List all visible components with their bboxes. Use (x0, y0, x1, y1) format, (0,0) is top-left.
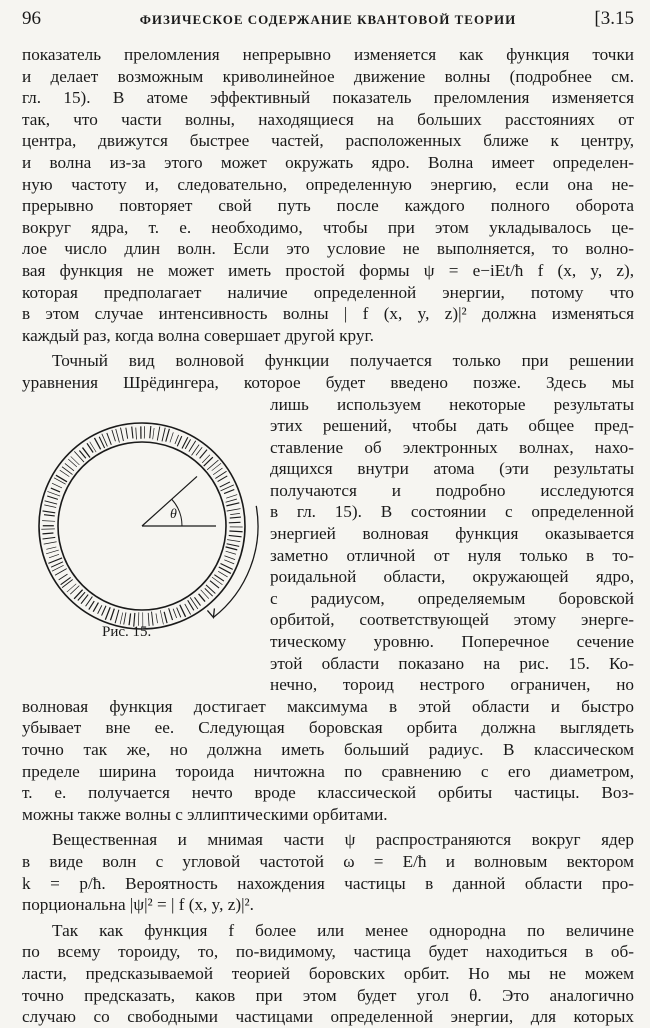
torus-hatch-line (42, 521, 55, 522)
torus-hatch-line (218, 571, 227, 577)
text-line: с радиусом, определяемым боровской (270, 588, 634, 610)
torus-hatch-line (220, 482, 230, 487)
torus-hatch-line (136, 428, 137, 440)
text-line: точно предсказать, каков при этом будет угол θ. Это аналогично (22, 985, 634, 1007)
text-line: Точный вид волновой функции получается только при решении (22, 350, 634, 372)
motion-arrow-head (207, 608, 214, 617)
torus-hatch-line (166, 429, 170, 442)
torus-hatch-line (132, 427, 133, 439)
torus-hatch-line (224, 556, 235, 560)
text-line: так, что части волны, находящиеся на больших расстояниях от (22, 109, 634, 131)
torus-hatch-line (55, 569, 67, 576)
text-line: и волна из-за этого может окружать ядро. Волна имеет определен- (22, 152, 634, 174)
section-number: [3.15 (594, 8, 634, 30)
text-line: случаю со свободными частицами определенной энергии, для которых (22, 1006, 634, 1028)
torus-hatch-line (156, 613, 158, 623)
torus-hatch-line (180, 605, 186, 617)
torus-hatch-line (46, 547, 56, 549)
text-line: точно так же, но должна иметь больший радиус. В классическом (22, 739, 634, 761)
torus-hatch-line (90, 442, 96, 452)
text-line: уравнения Шрёдингера, которое будет введено позже. Здесь мы (22, 372, 634, 394)
text-line: этой области показано на рис. 15. Ко- (270, 653, 634, 675)
torus-hatch-line (177, 608, 181, 618)
torus-hatch-line (190, 597, 198, 609)
torus-hatch-line (194, 597, 200, 605)
torus-hatch-line (164, 612, 167, 623)
torus-hatch-line (170, 432, 173, 442)
torus-hatch-line (177, 436, 182, 446)
torus-hatch-line (226, 495, 237, 499)
torus-hatch-line (204, 457, 213, 466)
torus-hatch-line (124, 612, 126, 624)
torus-hatch-line (126, 428, 128, 439)
torus-hatch-line (227, 540, 240, 542)
text-line: в этом случае интенсивность волны | f (x, y, z)|² должна изменяться (22, 303, 634, 325)
text-line: этих решений, чтобы дать общее пред- (270, 415, 634, 437)
torus-hatch-line (227, 509, 241, 511)
angle-theta-label: θ (170, 507, 177, 522)
torus-hatch-line (110, 609, 114, 621)
torus-hatch-line (173, 609, 176, 618)
book-page (22, 0, 634, 992)
text-line: убывает вне ее. Следующая боровская орбита должна выглядеть (22, 717, 634, 739)
torus-hatch-line (56, 475, 67, 482)
torus-hatch-line (74, 590, 83, 599)
text-line: Вещественная и мнимая части ψ распространяются вокруг ядер (22, 829, 634, 851)
torus-hatch-line (71, 456, 80, 464)
torus-hatch-line (169, 608, 173, 620)
text-line: получаются и подробно исследуются (270, 480, 634, 502)
torus-hatch-line (116, 429, 120, 443)
torus-hatch-line (54, 478, 66, 484)
torus-hatch-line (61, 577, 71, 584)
text-line: ставление об электронных волнах, нахо- (270, 437, 634, 459)
torus-hatch-line (112, 430, 116, 441)
torus-hatch-line (115, 610, 119, 623)
torus-hatch-line (42, 533, 53, 534)
figure-15 (24, 408, 262, 648)
text-line: Так как функция f более или менее однородна по величине (22, 920, 634, 942)
text-line: в гл. 15). В состоянии с определенной (270, 501, 634, 523)
torus-hatch-line (150, 426, 151, 438)
text-line: орбитой, соответствующей этому энерге- (270, 609, 634, 631)
figure-caption: Рис. 15. (102, 624, 151, 641)
text-line: дящихся внутри атома (эти результаты (270, 458, 634, 480)
text-line: энергией волновая функция оказывается (270, 523, 634, 545)
text-line: лое число длин волн. Если это условие не выполняется, то волно- (22, 238, 634, 260)
torus-hatch-line (68, 459, 77, 467)
paragraph-1 (22, 44, 634, 346)
torus-hatch-line (47, 491, 60, 496)
torus-hatch-line (160, 610, 163, 624)
text-line: заметно отличной от нуля только в то- (270, 545, 634, 567)
torus-hatch-line (226, 499, 237, 502)
text-line: т. е. получается нечто вроде классической орбиты частицы. Воз- (22, 782, 634, 804)
torus-hatch-line (213, 468, 222, 475)
torus-hatch-line (224, 560, 234, 564)
text-line: роидальной области, окружающей ядро, (270, 566, 634, 588)
torus-hatch-line (199, 594, 205, 602)
text-line: порциональна |ψ|² = | f (x, y, z)|². (22, 894, 634, 916)
text-line: вая функция не может иметь простой формы ψ = e−iEt/ħ f (x, y, z), (22, 260, 634, 282)
text-line: в виде волн с угловой частотой ω = E/ħ и волновым вектором (22, 851, 634, 873)
torus-hatch-line (87, 443, 93, 452)
torus-hatch-line (89, 601, 94, 610)
torus-hatch-line (105, 607, 110, 619)
torus-hatch-line (226, 551, 236, 554)
text-line: волновая функция достигает максимума в этой области и быстро (22, 696, 634, 718)
torus-hatch-line (94, 438, 100, 449)
torus-hatch-line (196, 447, 202, 455)
text-line: которая предполагает наличие определенной энергии, потому что (22, 282, 634, 304)
torus-hatch-line (102, 606, 106, 616)
torus-hatch-line (153, 428, 154, 439)
torus-hatch-line (185, 604, 191, 615)
torus-hatch-line (46, 550, 59, 554)
torus-hatch-line (175, 435, 179, 444)
running-title: ФИЗИЧЕСКОЕ СОДЕРЖАНИЕ КВАНТОВОЙ ТЕОРИИ (22, 12, 634, 28)
paragraph-3 (22, 829, 634, 915)
paragraph-4 (22, 920, 634, 1028)
torus-hatch-line (98, 605, 102, 613)
torus-hatch-line (107, 433, 112, 445)
torus-hatch-line (44, 515, 55, 516)
torus-hatch-line (44, 542, 57, 544)
torus-hatch-line (70, 586, 79, 595)
torus-hatch-line (74, 451, 84, 462)
torus-hatch-line (62, 579, 73, 587)
text-line: ласти, предсказываемой теорией боровских орбит. Но мы не можем (22, 963, 634, 985)
torus-hatch-line (120, 613, 123, 625)
torus-hatch-line (120, 428, 123, 441)
page-header (22, 8, 634, 36)
torus-hatch-line (47, 496, 58, 499)
torus-hatch-line (206, 585, 215, 594)
torus-hatch-line (48, 558, 62, 563)
torus-hatch-line (67, 584, 76, 592)
torus-hatch-line (200, 450, 207, 459)
text-line: показатель преломления непрерывно изменяется как функция точки (22, 44, 634, 66)
text-line: лишь используем некоторые результаты (270, 394, 634, 416)
torus-hatch-line (230, 513, 240, 514)
torus-hatch-line (218, 476, 228, 482)
text-line: нечно, тороид нестрого ограничен, но (270, 674, 634, 696)
text-line: вокруг ядра, т. е. необходимо, чтобы при этом укладывалось це- (22, 217, 634, 239)
torus-hatch-line (229, 535, 242, 536)
text-line: центра, движутся быстрее частей, расположенных ближе к центру, (22, 130, 634, 152)
torus-hatch-line (229, 531, 242, 532)
torus-hatch-line (189, 441, 196, 452)
torus-hatch-line (152, 612, 154, 626)
torus-hatch-line (162, 428, 165, 442)
text-line: k = p/ħ. Вероятность нахождения частицы в данной области про- (22, 873, 634, 895)
torus-hatch-line (44, 505, 56, 508)
torus-hatch-line (49, 554, 59, 557)
text-line: прерывно повторяет свой путь после каждого полного оборота (22, 195, 634, 217)
text-line: по всему тороиду, то, по-видимому, частица будет находиться в об- (22, 941, 634, 963)
torus-hatch-line (51, 488, 60, 492)
text-line: каждый раз, когда волна совершает другой круг. (22, 325, 634, 347)
torus-hatch-line (226, 547, 238, 550)
torus-hatch-line (227, 544, 240, 547)
torus-hatch-line (45, 501, 58, 504)
text-line: пределе ширина тороида ничтожна по сравнению с его диаметром, (22, 761, 634, 783)
page-number: 96 (22, 8, 41, 30)
text-line: и делает возможным криволинейное движение волны (подробнее см. (22, 66, 634, 88)
torus-hatch-line (157, 427, 159, 441)
torus-hatch-line (43, 511, 56, 513)
text-line: тическому уровню. Поперечное сечение (270, 631, 634, 653)
torus-hatch-line (59, 574, 68, 580)
torus-hatch-line (226, 503, 239, 506)
torus-hatch-line (210, 581, 219, 588)
text-line: ную частоту и, следовательно, определенную энергию, если она не- (22, 174, 634, 196)
torus-hatch-line (224, 490, 234, 494)
torus-hatch-line (230, 517, 241, 518)
text-line: гл. 15). В атоме эффективный показатель преломления изменяется (22, 87, 634, 109)
text-line: можны также волны с эллиптическими орбитами. (22, 804, 634, 826)
torus-hatch-line (52, 483, 62, 488)
torus-hatch-line (93, 603, 98, 612)
torus-hatch-line (43, 537, 56, 539)
torus-cross-section-diagram (24, 408, 262, 648)
